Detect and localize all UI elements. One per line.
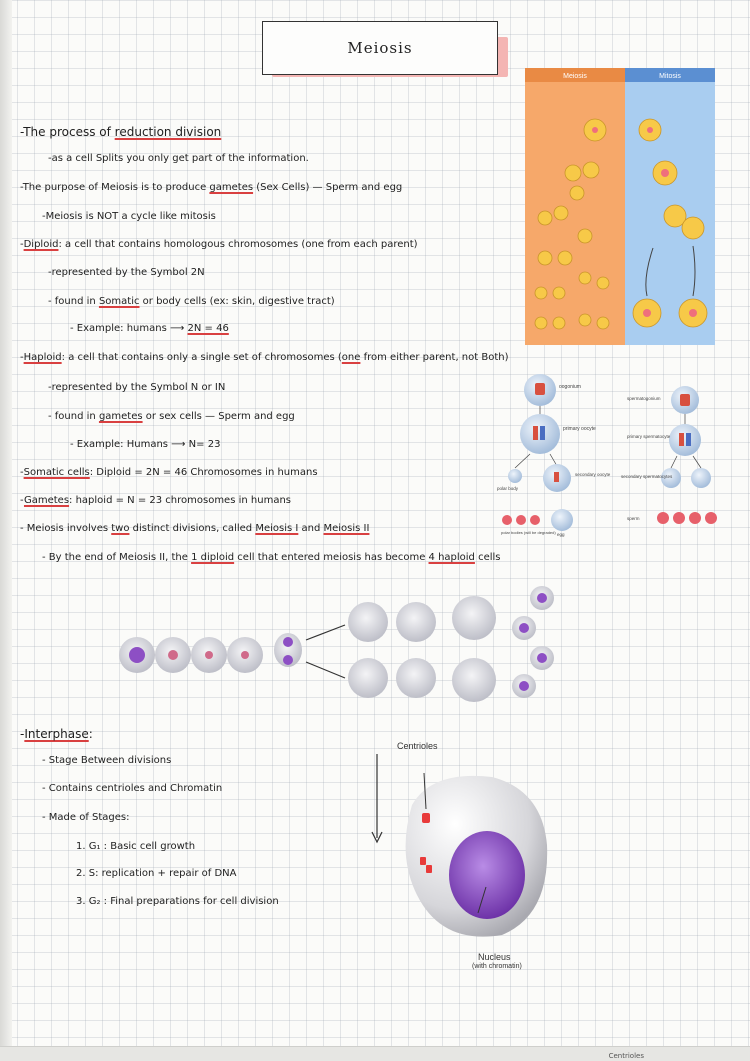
note-line-8: - Example: humans ⟶ 2N = 46 <box>70 323 229 334</box>
mitosis-panel-label: Mitosis <box>659 73 681 80</box>
polar-bodies-label: polar bodies (will be degraded) <box>501 530 556 535</box>
note-line-7: - found in Somatic or body cells (ex: skin, digestive tract) <box>48 296 335 307</box>
meiosis-mitosis-figure <box>525 68 715 345</box>
meiosis-panel <box>525 68 625 345</box>
page-title: Meiosis <box>347 39 413 57</box>
primary-spermatocyte-label: primary spermatocyte <box>627 434 671 439</box>
down-arrow-icon <box>370 752 384 848</box>
polar-body-label: polar body <box>497 486 519 491</box>
nucleus-sublabel: (with chromatin) <box>472 963 522 970</box>
primary-oocyte-label: primary oocyte <box>563 426 596 432</box>
note-line-15: - Meiosis involves two distinct divisions, called Meiosis I and Meiosis II <box>20 523 370 534</box>
note-line-2: -as a cell Splits you only get part of the information. <box>48 153 309 164</box>
note-line-20: - Made of Stages: <box>42 812 130 823</box>
egg-label: egg <box>557 532 565 537</box>
note-line-11: - found in gametes or sex cells — Sperm and egg <box>48 411 295 422</box>
note-line-23: 3. G₂ : Final preparations for cell division <box>76 896 279 907</box>
secondary-spermatocytes-label: secondary spermatocytes <box>621 474 673 479</box>
page-edge <box>0 0 12 1061</box>
note-line-5: -Diploid: a cell that contains homologous chromosomes (one from each parent) <box>20 239 418 250</box>
note-line-14: -Gametes: haploid = N = 23 chromosomes in humans <box>20 495 291 506</box>
note-line-22: 2. S: replication + repair of DNA <box>76 868 237 879</box>
note-line-10: -represented by the Symbol N or IN <box>48 382 226 393</box>
sperm-label: sperm <box>627 516 640 521</box>
note-line-3: -The purpose of Meiosis is to produce gametes (Sex Cells) — Sperm and egg <box>20 182 403 193</box>
note-line-17: -Interphase: <box>20 727 93 741</box>
note-line-1: -The process of reduction division <box>20 125 222 139</box>
gametogenesis-figure <box>495 368 725 540</box>
note-line-21: 1. G₁ : Basic cell growth <box>76 841 196 852</box>
note-line-19: - Contains centrioles and Chromatin <box>42 783 223 794</box>
note-line-16: - By the end of Meiosis II, the 1 diploid cell that entered meiosis has become 4 haploid cells <box>42 552 501 563</box>
meiosis-stages-figure <box>110 580 570 710</box>
note-line-13: -Somatic cells: Diploid = 2N = 46 Chromosomes in humans <box>20 467 318 478</box>
title-box <box>262 21 498 75</box>
interphase-cell-figure <box>392 765 552 955</box>
centrioles-label: Centrioles <box>397 741 438 751</box>
note-line-12: - Example: Humans ⟶ N= 23 <box>70 439 221 450</box>
note-line-9: -Haploid: a cell that contains only a single set of chromosomes (one from either parent, not Both) <box>20 352 509 363</box>
nucleus-label: Nucleus <box>478 952 511 962</box>
note-line-6: -represented by the Symbol 2N <box>48 267 205 278</box>
footer-fragment: Centrioles <box>608 1052 644 1060</box>
nucleus <box>449 831 525 919</box>
note-line-18: - Stage Between divisions <box>42 755 172 766</box>
note-line-4: -Meiosis is NOT a cycle like mitosis <box>42 211 216 222</box>
secondary-oocyte-label: secondary oocyte <box>575 472 611 477</box>
spermatogonium-label: spermatogonium <box>627 396 661 401</box>
meiosis-panel-label: Meiosis <box>563 73 587 80</box>
oogonium-label: oogonium <box>559 384 581 390</box>
